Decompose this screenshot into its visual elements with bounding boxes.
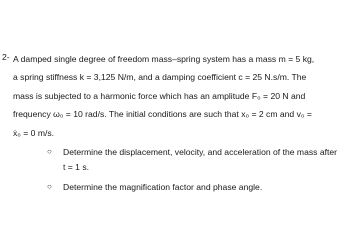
- statement-line: ẋ₀ = 0 m/s.: [13, 127, 55, 138]
- task-list: [47, 145, 337, 201]
- statement-line: a spring stiffness k = 3,125 N/m, and a damping coefficient c = 25 N.s/m. The: [13, 72, 307, 83]
- statement-line: frequency ω₀ = 10 rad/s. The initial conditions are such that x₀ = 2 cm and v₀ =: [13, 109, 312, 120]
- problem-statement: [13, 50, 346, 142]
- circle-bullet-icon: ○: [47, 182, 52, 191]
- task-line: t = 1 s.: [63, 161, 90, 172]
- circle-bullet-icon: ○: [47, 147, 52, 156]
- task-item: [47, 180, 337, 195]
- task-line: Determine the displacement, velocity, and acceleration of the mass after: [63, 147, 338, 157]
- statement-line: A damped single degree of freedom mass–spring system has a mass m = 5 kg,: [13, 54, 315, 64]
- statement-line: mass is subjected to a harmonic force which has an amplitude F₀ = 20 N and: [13, 90, 306, 101]
- task-line: Determine the magnification factor and phase angle.: [63, 182, 263, 192]
- question-number: 2-: [2, 52, 10, 62]
- task-item: [47, 145, 337, 174]
- problem-2: [2, 50, 348, 142]
